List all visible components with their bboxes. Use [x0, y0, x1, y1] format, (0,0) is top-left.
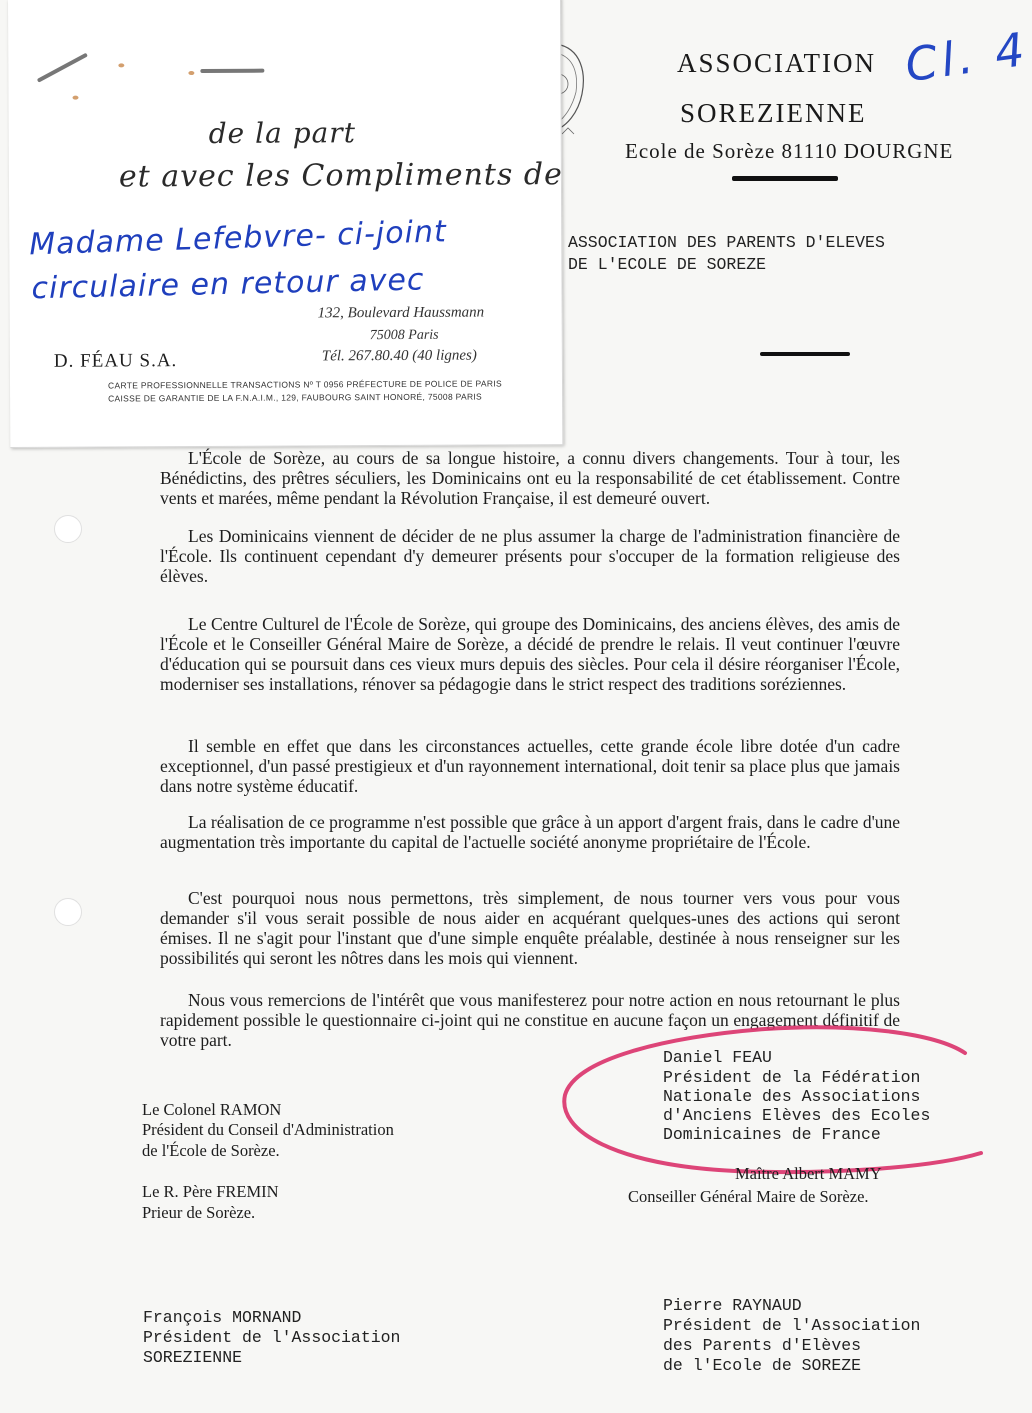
- signatory-ramon-name: Le Colonel RAMON: [142, 1100, 282, 1119]
- body-paragraph-2: Les Dominicains viennent de décider de ne plus assumer la charge de l'administration financière de l'École. Ils continuent cependant d'y demeurer présents pour s'occuper de la formation religieuse des élèves.: [160, 526, 900, 586]
- card-from-line: de la part: [208, 116, 356, 150]
- card-legal-line2: CAISSE DE GARANTIE DE LA F.N.A.I.M., 129, FAUBOURG SAINT HONORÉ, 75008 PARIS: [108, 391, 483, 404]
- card-company: D. FÉAU S.A.: [53, 350, 178, 372]
- signatory-fremin-name: Le R. Père FREMIN: [142, 1182, 279, 1201]
- signatory-feau-title4: Dominicaines de France: [663, 1125, 881, 1144]
- body-paragraph-1: L'École de Sorèze, au cours de sa longue histoire, a connu divers changements. Tour à tour, les Bénédictins, des prêtres séculiers, les Dominicains ont eu la responsabilité de cet établissement. Contre vents et marées, même pendant la Révolution Française, il est demeuré ouvert.: [160, 448, 900, 508]
- rust-spot: [188, 71, 194, 75]
- body-paragraph-7: Nous vous remercions de l'intérêt que vous manifesterez pour notre action en nous retournant le plus rapidement possible le questionnaire ci-joint qui ne constitue en aucune façon un engagement définitif de votre part.: [160, 990, 900, 1050]
- letterhead-sorezienne: SOREZIENNE: [680, 98, 867, 128]
- signatory-raynaud-title1: Président de l'Association: [663, 1316, 921, 1335]
- card-address-street: 132, Boulevard Haussmann: [317, 304, 485, 322]
- signatory-mornand-title1: Président de l'Association: [143, 1328, 401, 1347]
- rust-spot: [118, 63, 124, 67]
- signatory-mamy-title1: Conseiller Général Maire de Sorèze.: [628, 1187, 869, 1206]
- signatory-raynaud-title2: des Parents d'Elèves: [663, 1336, 862, 1355]
- card-phone: Tél. 267.80.40 (40 lignes): [321, 347, 477, 365]
- subheader-underline: [760, 352, 850, 356]
- rust-spot: [73, 96, 79, 100]
- signatory-ramon-title2: de l'École de Sorèze.: [142, 1141, 280, 1160]
- subheader-line1: ASSOCIATION DES PARENTS D'ELEVES: [568, 233, 885, 252]
- signatory-raynaud-name: Pierre RAYNAUD: [663, 1296, 802, 1315]
- signatory-mornand-name: François MORNAND: [143, 1308, 302, 1327]
- signatory-feau-title2: Nationale des Associations: [663, 1087, 921, 1106]
- signatory-feau-name: Daniel FEAU: [663, 1048, 772, 1067]
- letterhead-underline: [732, 176, 838, 181]
- binder-hole: [54, 515, 82, 543]
- card-legal-line1: CARTE PROFESSIONNELLE TRANSACTIONS Nº T 0956 PRÉFECTURE DE POLICE DE PARIS: [107, 378, 502, 391]
- card-handwritten-line2: circulaire en retour avec: [31, 262, 425, 307]
- letterhead-address: Ecole de Sorèze 81110 DOURGNE: [625, 139, 954, 163]
- staple-right: [200, 69, 264, 73]
- card-compliments-line: et avec les Compliments de: [118, 157, 563, 195]
- signatory-raynaud-title3: de l'Ecole de SOREZE: [663, 1356, 862, 1375]
- body-paragraph-6: C'est pourquoi nous nous permettons, très simplement, de nous tourner vers vous pour vous demander s'il vous serait possible de nous aider en acquérant quelques-unes des actions qui seront émises. Il ne s'agit pour l'instant que d'une simple enquête préalable, destinée à nous renseigner sur les possibilités qui seront les nôtres dans les mois qui viennent.: [160, 888, 900, 968]
- card-address-city: 75008 Paris: [369, 327, 439, 344]
- staple-left: [37, 53, 88, 83]
- body-paragraph-4: Il semble en effet que dans les circonstances actuelles, cette grande école libre dotée d'un cadre exceptionnel, d'un passé prestigieux et d'un rayonnement international, doit tenir sa place plus que jamais dans notre système éducatif.: [160, 736, 900, 796]
- card-handwritten-line1: Madame Lefebvre- ci-joint: [28, 214, 448, 263]
- signatory-mornand-title2: SOREZIENNE: [143, 1348, 243, 1367]
- signatory-ramon-title1: Président du Conseil d'Administration: [142, 1120, 394, 1139]
- handwritten-mark: Cl. 4: [901, 21, 1032, 93]
- letterhead-association: ASSOCIATION: [677, 48, 877, 78]
- signatory-fremin-title1: Prieur de Sorèze.: [142, 1203, 256, 1222]
- business-card: [8, 0, 563, 448]
- subheader-line2: DE L'ECOLE DE SOREZE: [568, 255, 767, 274]
- body-paragraph-3: Le Centre Culturel de l'École de Sorèze, qui groupe des Dominicains, des anciens élèves, des amis de l'École et le Conseiller Général Maire de Sorèze, a décidé de prendre le relais. Il veut continuer l'œuvre d'éducation qui se poursuit dans ces vieux murs depuis des siècles. Pour cela il désire réorganiser l'École, moderniser ses installations, rénover sa pédagogie dans le strict respect des traditions soréziennes.: [160, 614, 900, 694]
- signatory-mamy-name: Maître Albert MAMY: [735, 1164, 882, 1183]
- signatory-feau-title3: d'Anciens Elèves des Ecoles: [663, 1106, 931, 1125]
- body-paragraph-5: La réalisation de ce programme n'est possible que grâce à un apport d'argent frais, dans le cadre d'une augmentation très importante du capital de l'actuelle société anonyme propriétaire de l'École.: [160, 812, 900, 852]
- signatory-feau-title1: Président de la Fédération: [663, 1068, 921, 1087]
- binder-hole: [54, 898, 82, 926]
